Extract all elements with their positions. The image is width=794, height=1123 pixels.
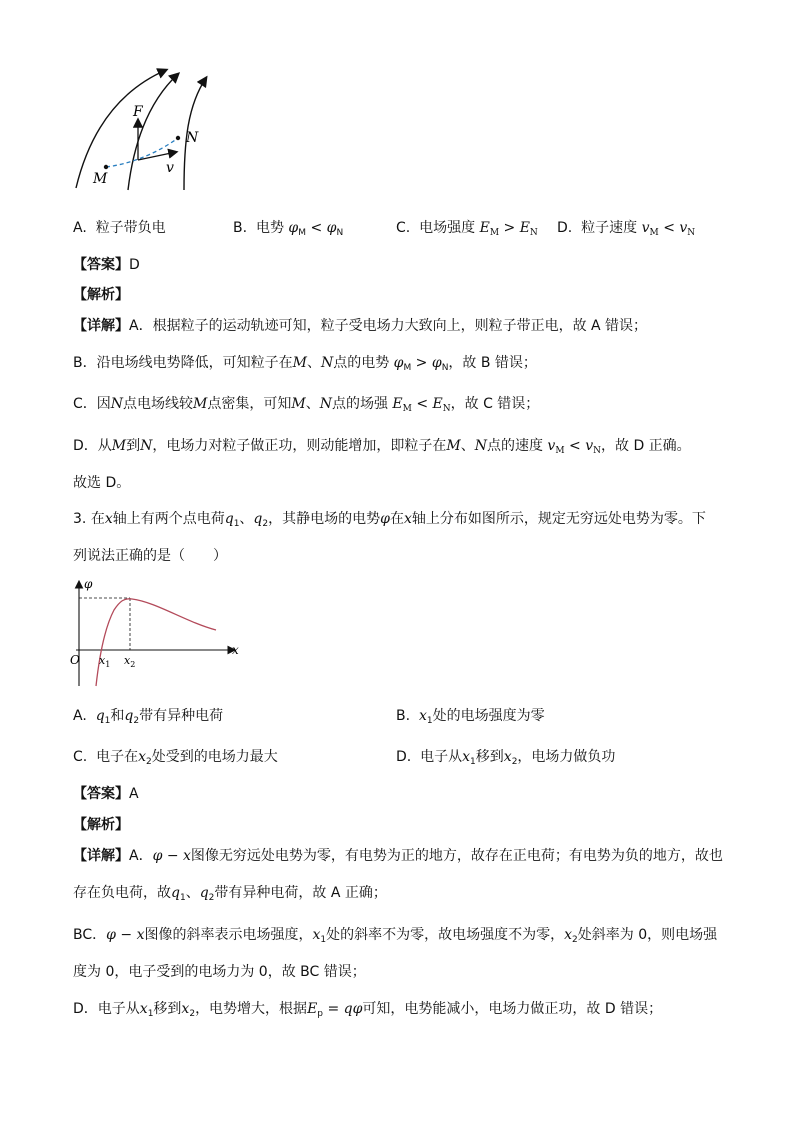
potential-graph (66, 574, 246, 692)
graph-x2-label: $x_2$ (124, 654, 136, 669)
q3-detail-d: D．电子从$x_1$移到$x_2$，电势增大，根据$E_p = q\varphi$可知，电势能减小，电场力做正功，故 D 错误； (73, 1001, 663, 1019)
q2-detail-a: 【详解】A．根据粒子的运动轨迹可知，粒子受电场力大致向上，则粒子带正电，故 A 错误； (73, 318, 648, 334)
q2-option-c: C. 电场强度 $E_M > E_N$ (396, 220, 538, 238)
q3-detail-a-line1: 【详解】A．φ − x图像无穷远处电势为零，有电势为正的地方，故存在正电荷；有电势为负的地方，故也 (73, 848, 723, 864)
velocity-arrow (138, 152, 176, 160)
graph-x1-label: $x_1$ (99, 654, 111, 669)
q3-option-d: D. 电子从$x_1$移到$x_2$，电场力做负功 (396, 749, 616, 767)
point-n (176, 136, 180, 140)
graph-origin: O (70, 653, 80, 667)
q3-detail-bc-line2: 度为 0，电子受到的电场力为 0，故 BC 错误； (73, 964, 366, 980)
q3-stem-line1: 3. 在x轴上有两个点电荷$q_1$、$q_2$，其静电场的电势φ在x轴上分布如图所示，规定无穷远处电势为零。下 (73, 511, 706, 529)
q2-detail-c: C．因N点电场线较M点密集，可知M、N点的场强 $E_M < E_N$，故 C 错误； (73, 396, 540, 414)
q2-option-a: A. 粒子带负电 (73, 220, 166, 236)
label-m: M (93, 171, 108, 187)
q2-answer: 【答案】D (73, 257, 140, 273)
field-line-figure (60, 60, 240, 200)
q3-stem-line2: 列说法正确的是（ ） (73, 548, 227, 564)
q3-option-c: C. 电子在$x_2$处受到的电场力最大 (73, 749, 278, 767)
q3-option-b: B. $x_1$处的电场强度为零 (396, 708, 545, 726)
q3-analysis-label: 【解析】 (73, 817, 129, 833)
q2-option-d: D. 粒子速度 $v_M < v_N$ (557, 220, 696, 238)
q2-conclusion: 故选 D。 (73, 475, 131, 491)
q2-detail-d: D．从M到N，电场力对粒子做正功，则动能增加，即粒子在M、N点的速度 $v_M < v_N$，故 D 正确。 (73, 438, 691, 456)
point-m (104, 165, 108, 169)
q2-detail-b: B．沿电场线电势降低，可知粒子在M、N点的电势 $\varphi_M > \varphi_N$，故 B 错误； (73, 355, 537, 373)
label-v: v (166, 160, 174, 176)
field-line-left (76, 70, 166, 188)
label-n: N (186, 130, 199, 146)
graph-x-label: x (232, 643, 239, 657)
q3-detail-bc-line1: BC．φ − x图像的斜率表示电场强度，$x_1$处的斜率不为零，故电场强度不为零，$x_2$处斜率为 0，则电场强 (73, 927, 718, 945)
q2-option-b: B. 电势 $\varphi_M < \varphi_N$ (233, 220, 344, 238)
q3-option-a: A. $q_1$和$q_2$带有异种电荷 (73, 708, 224, 726)
q2-analysis-label: 【解析】 (73, 287, 129, 303)
q3-detail-a-line2: 存在负电荷，故$q_1$、$q_2$带有异种电荷，故 A 正确； (73, 885, 387, 903)
q3-answer: 【答案】A (73, 786, 139, 802)
label-f: F (133, 104, 143, 120)
potential-curve (96, 599, 216, 686)
graph-y-label: φ (84, 577, 93, 591)
